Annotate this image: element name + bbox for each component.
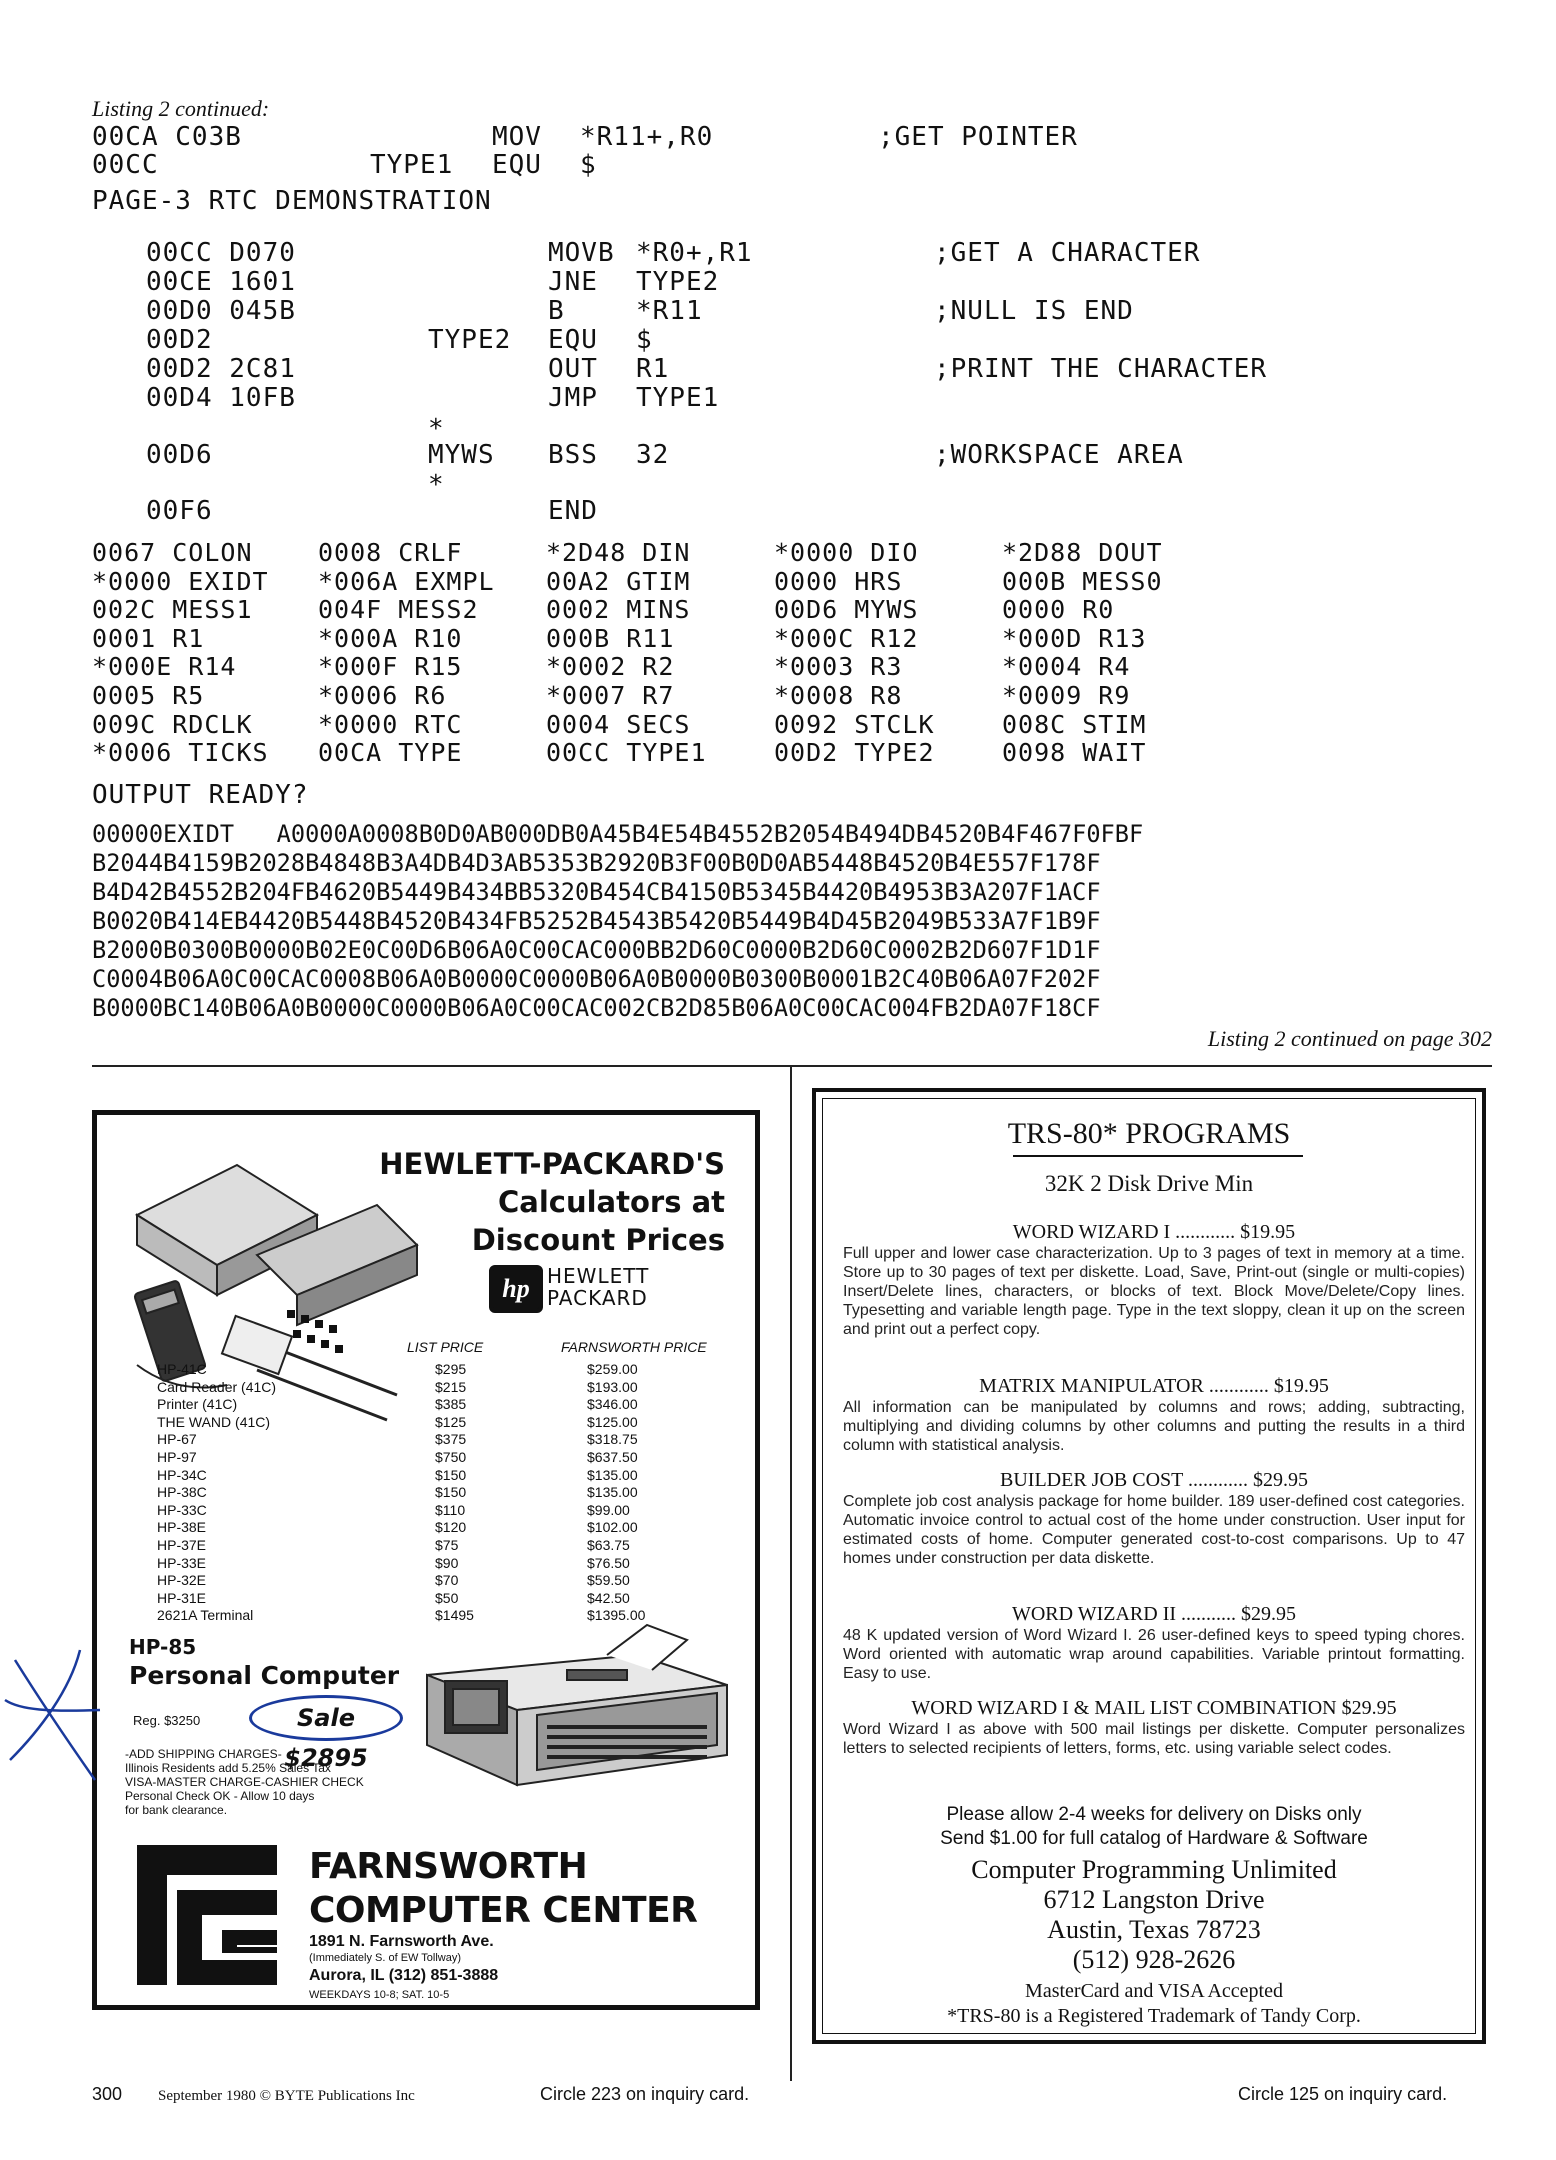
item-list-price: $125 (435, 1413, 467, 1430)
listing-addr: 00CE 1601 (146, 267, 296, 297)
item-name: HP-32E (157, 1572, 207, 1589)
symbol-entry: 009C RDCLK (92, 709, 253, 739)
item-name: HP-37E (157, 1536, 207, 1553)
item-list-price: $385 (435, 1396, 467, 1413)
item-list-price: $75 (435, 1536, 459, 1553)
trademark-note: *TRS-80 is a Registered Trademark of Tandy Corp. (947, 2005, 1361, 2027)
item-farnsworth-price: $346.00 (587, 1396, 638, 1413)
product-builder-job-cost (843, 1469, 1465, 1568)
listing-comment: ;GET A CHARACTER (934, 238, 1201, 268)
item-list-price: $110 (435, 1501, 466, 1518)
listing-mywsp-operand: 32 (636, 440, 670, 470)
listing-continued-label: Listing 2 continued: (92, 96, 270, 121)
hp-logo-line2: PACKARD (547, 1286, 648, 1310)
listing-comment: ;GET POINTER (878, 122, 1078, 152)
price-row (157, 1449, 677, 1467)
listing-star-2: * (428, 470, 445, 500)
symbol-entry: *000C R12 (774, 623, 919, 653)
listing-end-op: END (548, 496, 598, 526)
price-row (157, 1379, 677, 1397)
item-farnsworth-price: $1395.00 (587, 1607, 646, 1624)
sale-price: Sale $2895 (249, 1695, 403, 1741)
symbol-entry: 00D6 MYWS (774, 595, 919, 625)
symbol-entry: 0005 R5 (92, 681, 205, 710)
symbol-entry: 004F MESS2 (318, 595, 479, 625)
price-row (157, 1484, 677, 1502)
store-hours: WEEKDAYS 10-8; SAT. 10-5 (309, 1989, 450, 2001)
listing-page-header: PAGE-3 RTC DEMONSTRATION (92, 186, 492, 216)
trs-company-name: Computer Programming Unlimited (971, 1855, 1337, 1884)
listing-op: OUT (548, 354, 598, 384)
item-name: HP-33E (157, 1554, 207, 1571)
price-row (157, 1572, 677, 1590)
item-farnsworth-price: $637.50 (587, 1448, 638, 1465)
item-list-price: $50 (435, 1589, 459, 1606)
symbol-entry: 002C MESS1 (92, 595, 253, 625)
listing-operand: *R0+,R1 (636, 238, 753, 268)
symbol-entry: *0004 R4 (1002, 652, 1131, 682)
hp-logo-icon: hp (489, 1265, 543, 1313)
product-name: WORD WIZARD I & MAIL LIST COMBINATION $29.95 (911, 1697, 1397, 1719)
item-list-price: $295 (435, 1361, 467, 1377)
hex-line: C0004B06A0C00CAC0008B06A0B0000C0000B06A0B0000B0300B0001B2C40B06A07F202F (92, 965, 1101, 993)
hex-line: B2000B0300B0000B02E0C00D6B06A0C00CAC000BB2D60C0000B2D60C0002B2D607F1D1F (92, 936, 1101, 964)
cards-accepted: MasterCard and VISA Accepted (1025, 1980, 1283, 2002)
hp-headline-line2: Calculators at (497, 1185, 725, 1219)
symbol-entry: 0067 COLON (92, 538, 253, 567)
issue-info: September 1980 © BYTE Publications Inc (158, 2088, 415, 2104)
price-row (157, 1396, 677, 1414)
price-row (157, 1467, 677, 1485)
price-row (157, 1519, 677, 1537)
symbol-entry: 0008 CRLF (318, 538, 463, 567)
ad-trs80-inner (822, 1098, 1476, 2034)
divider-vertical (790, 1066, 792, 2081)
listing-op: MOVB (548, 238, 615, 268)
product-matrix-manipulator (843, 1375, 1465, 1455)
trs-phone: (512) 928-2626 (1072, 1945, 1236, 1974)
listing-operand: $ (636, 325, 653, 355)
col-farnsworth-price: FARNSWORTH PRICE (561, 1339, 707, 1355)
product-name: WORD WIZARD I ............ $19.95 (1012, 1221, 1296, 1243)
hp-headline (379, 1145, 725, 1259)
shipping-line: -ADD SHIPPING CHARGES- (125, 1747, 282, 1761)
price-row (157, 1502, 677, 1520)
hp85-label: HP-85 (129, 1635, 197, 1659)
ad-farnsworth (92, 1110, 760, 2010)
listing-end-addr: 00F6 (146, 496, 213, 526)
item-name: Card Reader (41C) (157, 1378, 277, 1395)
item-name: HP-31E (157, 1589, 207, 1606)
farnsworth-company-name (309, 1845, 697, 1933)
listing-addr: 00D4 10FB (146, 383, 296, 413)
delivery-note: Please allow 2-4 weeks for delivery on Disks only (946, 1804, 1362, 1825)
item-name: HP-67 (157, 1431, 197, 1448)
symbol-entry: 0001 R1 (92, 623, 205, 653)
item-farnsworth-price: $125.00 (587, 1413, 638, 1430)
city-phone: Aurora, IL (312) 851-3888 (309, 1967, 499, 1984)
street-address: 1891 N. Farnsworth Ave. (309, 1933, 494, 1950)
item-farnsworth-price: $135.00 (587, 1466, 638, 1483)
shipping-line: Personal Check OK - Allow 10 days (125, 1789, 315, 1803)
item-name: HP-33C (157, 1501, 207, 1518)
listing-op: EQU (492, 150, 542, 180)
listing-op: JMP (548, 383, 598, 413)
price-row (157, 1590, 677, 1608)
circle-left: Circle 223 on inquiry card. (540, 2084, 750, 2104)
price-row (157, 1414, 677, 1432)
fcc-logo-icon (127, 1835, 287, 1995)
symbol-entry: *0007 R7 (546, 681, 675, 710)
symbol-entry: *0000 EXIDT (92, 566, 269, 596)
symbol-entry: 0000 R0 (1002, 595, 1115, 625)
hp-headline-line3: Discount Prices (471, 1223, 725, 1257)
symbol-entry: *2D88 DOUT (1002, 538, 1163, 567)
item-list-price: $150 (435, 1484, 467, 1501)
listing-op: JNE (548, 267, 598, 297)
product-word-wizard-mail-list (843, 1697, 1465, 1758)
symbol-entry: 00CA TYPE (318, 738, 463, 768)
item-farnsworth-price: $59.50 (587, 1572, 630, 1589)
listing-operand: *R11 (636, 296, 703, 326)
item-farnsworth-price: $76.50 (587, 1554, 630, 1571)
hp-logo-text (547, 1265, 649, 1309)
order-info (843, 1803, 1465, 1851)
trs-city: Austin, Texas 78723 (1047, 1915, 1261, 1944)
price-row (157, 1361, 677, 1379)
hp85-computer-illustration (417, 1615, 737, 1825)
product-name: BUILDER JOB COST ............ $29.95 (1000, 1469, 1308, 1491)
item-name: 2621A Terminal (157, 1607, 254, 1624)
listing-addr: 00CC D070 (146, 238, 296, 268)
symbol-entry: *000E R14 (92, 652, 237, 682)
product-desc: Word Wizard I as above with 500 mail listings per diskette. Computer personalizes letters to selected recipients of letters, forms, etc. using variable select codes. (843, 1721, 1465, 1757)
symbol-entry: 00D2 TYPE2 (774, 738, 935, 768)
listing-addr: 00D2 2C81 (146, 354, 296, 384)
symbol-entry: 0004 SECS (546, 709, 691, 739)
price-row (157, 1555, 677, 1573)
item-farnsworth-price: $135.00 (587, 1484, 638, 1501)
hex-line: B0000BC140B06A0B0000C0000B06A0C00CAC002CB2D85B06A0C00CAC004FB2DA07F18CF (92, 994, 1101, 1022)
personal-computer-label: Personal Computer (129, 1661, 400, 1690)
product-name: WORD WIZARD II ........... $29.95 (1011, 1603, 1297, 1625)
symbol-entry: *000A R10 (318, 623, 463, 653)
product-word-wizard-1 (843, 1221, 1465, 1339)
address-note: (Immediately S. of EW Tollway) (309, 1952, 462, 1964)
circle-right: Circle 125 on inquiry card. (1238, 2084, 1448, 2104)
item-list-price: $375 (435, 1431, 467, 1448)
item-name: HP-38E (157, 1519, 207, 1536)
item-list-price: $750 (435, 1448, 467, 1465)
product-desc: 48 K updated version of Word Wizard I. 26 user-defined keys to speed typing chores. Word oriented with automatic wrap around capabilities. Variable printout formatting. Easy to use. (843, 1627, 1465, 1682)
hex-line: B4D42B4552B204FB4620B5449B434BB5320B454CB4150B5345B4420B4953B3A207F1ACF (92, 878, 1101, 906)
trs-subtitle: 32K 2 Disk Drive Min (1044, 1171, 1254, 1196)
trs-title: TRS-80* PROGRAMS (1007, 1117, 1291, 1150)
col-list-price: LIST PRICE (407, 1339, 484, 1355)
trs-footnotes (843, 1979, 1465, 2029)
price-row (157, 1431, 677, 1449)
symbol-entry: *000D R13 (1002, 623, 1147, 653)
regular-price: Reg. $3250 (133, 1713, 201, 1728)
symbol-entry: 00CC TYPE1 (546, 738, 707, 768)
item-list-price: $120 (435, 1519, 467, 1536)
symbol-entry: *2D48 DIN (546, 538, 691, 567)
item-farnsworth-price: $99.00 (587, 1501, 630, 1518)
symbol-entry: 00A2 GTIM (546, 566, 691, 596)
listing-mywsp-addr: 00D6 (146, 440, 213, 470)
listing-operand: TYPE2 (636, 267, 720, 297)
listing-operand: $ (580, 150, 597, 180)
hex-line: 00000EXIDT A0000A0008B0D0AB000DB0A45B4E54B4552B2054B494DB4520B4F467F0FBF (92, 820, 1144, 848)
listing-label: TYPE2 (428, 325, 512, 355)
listing-star-1: * (428, 414, 445, 444)
item-name: HP-34C (157, 1466, 207, 1483)
listing-op: MOV (492, 122, 542, 152)
shipping-line: Illinois Residents add 5.25% Sales Tax (125, 1761, 331, 1775)
item-name: Printer (41C) (157, 1396, 238, 1413)
listing-operand: *R11+,R0 (580, 122, 714, 152)
product-name: MATRIX MANIPULATOR ............ $19.95 (979, 1375, 1329, 1397)
symbol-entry: 008C STIM (1002, 709, 1147, 739)
listing-addr: 00CA C03B (92, 122, 242, 152)
listing-op: EQU (548, 325, 598, 355)
company-contact (843, 1855, 1465, 1975)
item-name: HP-41C (157, 1361, 207, 1377)
farnsworth-address (309, 1933, 498, 2004)
symbol-entry: 0000 HRS (774, 566, 903, 596)
trs-street: 6712 Langston Drive (1043, 1885, 1265, 1914)
item-farnsworth-price: $193.00 (587, 1378, 638, 1395)
listing-continued-on: Listing 2 continued on page 302 (1207, 1026, 1492, 1051)
shipping-notes (125, 1747, 425, 1817)
symbol-entry: *006A EXMPL (318, 566, 495, 596)
product-desc: All information can be manipulated by columns and rows; adding, subtracting, multiplying and dividing columns by other columns and putting the results in a third column with statistical analysis. (843, 1399, 1465, 1454)
hex-line: B0020B414EB4420B5448B4520B434FB5252B4543B5420B5449B4D45B2049B533A7F1B9F (92, 907, 1101, 935)
listing-mywsp-op: BSS (548, 440, 598, 470)
company-line2: COMPUTER CENTER (309, 1890, 698, 1931)
item-farnsworth-price: $259.00 (587, 1361, 638, 1377)
company-line1: FARNSWORTH (309, 1846, 588, 1887)
symbol-entry: *0003 R3 (774, 652, 903, 682)
shipping-line: for bank clearance. (125, 1803, 228, 1817)
item-farnsworth-price: $63.75 (587, 1536, 630, 1553)
item-name: HP-38C (157, 1484, 207, 1501)
item-farnsworth-price: $102.00 (587, 1519, 638, 1536)
listing-label: TYPE1 (370, 150, 454, 180)
symbol-entry: *0006 TICKS (92, 738, 269, 768)
symbol-entry: 0098 WAIT (1002, 738, 1147, 768)
listing-addr: 00CC (92, 150, 159, 180)
symbol-entry: *0002 R2 (546, 652, 675, 682)
product-desc: Full upper and lower case characterization. Up to 3 pages of text in memory at a time. Store up to 30 pages of text per diskette. Load, Save, Print-out (single or multi-copies) Insert/Delete lines, characters, or blocks of text. Block Move/Delete/Copy lines. Typesetting and variable length page. Type in the text sloppy, clean it up on the screen and print out a perfect copy. (843, 1245, 1465, 1338)
listing-addr: 00D2 (146, 325, 213, 355)
symbol-entry: 0002 MINS (546, 595, 691, 625)
ad-trs80 (812, 1088, 1486, 2044)
symbol-entry: 000B R11 (546, 623, 675, 653)
price-row (157, 1537, 677, 1555)
catalog-note: Send $1.00 for full catalog of Hardware & Software (940, 1828, 1368, 1849)
item-list-price: $215 (435, 1378, 467, 1395)
listing-addr: 00D0 045B (146, 296, 296, 326)
listing-comment: ;PRINT THE CHARACTER (934, 354, 1268, 384)
symbol-entry: *0000 RTC (318, 709, 463, 739)
hex-line: B2044B4159B2028B4848B3A4DB4D3AB5353B2920B3F00B0D0AB5448B4520B4E557F178F (92, 849, 1101, 877)
product-word-wizard-2 (843, 1603, 1465, 1683)
hp-headline-line1: HEWLETT-PACKARD'S (379, 1147, 725, 1181)
price-list (157, 1361, 677, 1625)
symbol-entry: *000F R15 (318, 652, 463, 682)
symbol-entry: 0092 STCLK (774, 709, 935, 739)
trs-title-rule (1013, 1155, 1303, 1157)
listing-mywsp-comment: ;WORKSPACE AREA (934, 440, 1184, 470)
symbol-entry: *0008 R8 (774, 681, 903, 710)
symbol-entry: *0009 R9 (1002, 681, 1131, 710)
divider-horizontal (92, 1065, 1492, 1067)
listing-op: B (548, 296, 565, 326)
hp-logo-line1: HEWLETT (547, 1264, 650, 1288)
symbol-entry: *0006 R6 (318, 681, 447, 710)
listing-operand: R1 (636, 354, 670, 384)
item-name: THE WAND (41C) (157, 1413, 271, 1430)
symbol-entry: *0000 DIO (774, 538, 919, 567)
listing-comment: ;NULL IS END (934, 296, 1134, 326)
handwritten-mark (0, 1640, 110, 1790)
shipping-line: VISA-MASTER CHARGE-CASHIER CHECK (125, 1775, 364, 1789)
item-farnsworth-price: $318.75 (587, 1431, 638, 1448)
output-ready: OUTPUT READY? (92, 780, 309, 810)
symbol-entry: 000B MESS0 (1002, 566, 1163, 596)
listing-operand: TYPE1 (636, 383, 720, 413)
page-number: 300 (92, 2084, 123, 2104)
listing-mywsp-label: MYWS (428, 440, 495, 470)
item-list-price: $150 (435, 1466, 467, 1483)
item-name: HP-97 (157, 1448, 197, 1465)
product-desc: Complete job cost analysis package for home builder. 189 user-defined cost categories. Automatic invoice control to actual cost of the home under construction. User input for estimated costs of home. Computer generated cost-to-cost comparisons. Up to 47 homes under construction per data diskette. (843, 1493, 1465, 1567)
item-farnsworth-price: $42.50 (587, 1589, 630, 1606)
item-list-price: $90 (435, 1554, 459, 1571)
item-list-price: $70 (435, 1572, 459, 1589)
item-list-price: $1495 (435, 1607, 474, 1624)
